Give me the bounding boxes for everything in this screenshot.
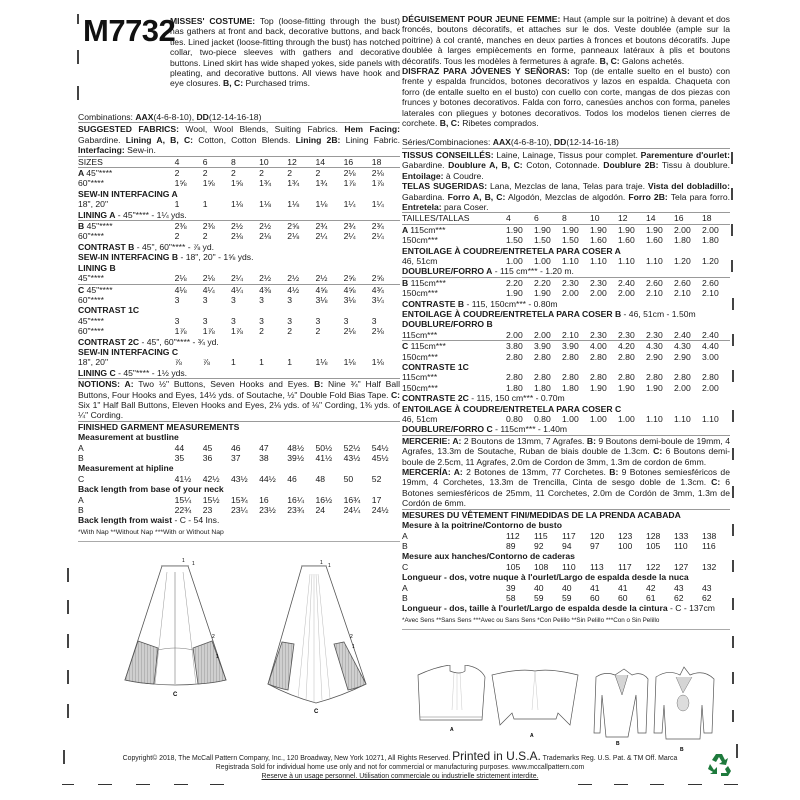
section-heading: LINING B: [78, 262, 116, 273]
margin-mark: [731, 260, 733, 272]
table-row: 115cm*** 2.80 2.80 2.80 2.80 2.80 2.80 2.80 2.80: [402, 372, 719, 383]
table-row: 150cm*** 1.50 1.50 1.50 1.60 1.60 1.60 1.80 1.80: [402, 235, 719, 246]
mercerie: MERCERIE: A: 2 Boutons de 13mm, 7 Agrafes. B: 9 Boutons demi-boule de 19mm, 4 Agrafes, 13.3m de Soutache, Ruban de biais double de 1.3cm. C: 6 Boutons demi-boule de 2.5cm, 11 Agrafes, 2.0m de Cordon de 3mm, 1.3m de cordon de 6mm.: [402, 435, 730, 467]
margin-mark: [732, 524, 734, 536]
top-jacket-illustrations: [410, 665, 730, 755]
section-heading: ENTOILAGE À COUDRE/ENTRETELA PARA COSER A: [402, 245, 621, 256]
svg-text:C: C: [173, 692, 178, 698]
svg-text:1: 1: [328, 563, 331, 569]
svg-text:A: A: [450, 727, 454, 733]
cut-line: [62, 784, 74, 785]
margin-mark: [67, 568, 69, 582]
table-row: 60"**** 3 3 3 3 3 3⅛ 3⅛ 3¼: [78, 294, 384, 305]
table-row: 115cm*** 2.00 2.00 2.10 2.30 2.30 2.30 2.40 2.40: [402, 329, 719, 340]
svg-text:2: 2: [350, 634, 353, 640]
svg-text:1: 1: [352, 644, 355, 650]
summary-line: CONTRASTE 2C - 115, 150 cm*** - 0.70m: [402, 393, 565, 404]
personal-use-line: Reserve à un usage personnel. Utilisation commerciale ou industrielle strictement interdite.: [261, 773, 539, 780]
summary-line: DOUBLURE/FORRO A - 115 cm*** - 1.20 m.: [402, 266, 574, 277]
table-row: 150cm*** 1.80 1.80 1.80 1.90 1.90 1.90 2.00 2.00: [402, 382, 719, 393]
garment-drawing-icon: [410, 665, 730, 757]
table-row: 60"**** 2 2 2⅛ 2⅛ 2⅛ 2¼ 2¼ 2¼: [78, 231, 384, 242]
table-row: 60"**** 1⅝ 1⅝ 1⅝ 1¾ 1¾ 1¾ 1⅞ 1⅞: [78, 178, 384, 189]
table-row: B 45"**** 2⅜ 2⅜ 2½ 2½ 2⅝ 2¾ 2¾ 2¾: [78, 221, 400, 232]
margin-mark: [732, 370, 734, 382]
margin-mark: [731, 224, 733, 236]
table-row: C 105 108 110 113 117 122 127 132: [402, 561, 717, 572]
cut-line: [210, 784, 224, 785]
margin-mark: [731, 188, 733, 200]
svg-text:A: A: [530, 733, 534, 739]
margin-mark: [732, 560, 734, 572]
svg-text:2: 2: [212, 634, 215, 640]
section-heading: CONTRASTE 1C: [402, 362, 469, 372]
table-row: 46, 51cm 1.00 1.00 1.10 1.10 1.10 1.10 1.20 1.20: [402, 255, 719, 266]
table-row: A 112 115 117 120 123 128 133 138: [402, 530, 717, 541]
summary-line: Back length from waist - C - 54 Ins.: [78, 515, 220, 526]
cut-line: [136, 784, 150, 785]
section-heading: CONTRAST 1C: [78, 305, 140, 316]
table-row: A 44 45 46 47 48½ 50½ 52½ 54½: [78, 442, 389, 453]
suggested-fabrics: SUGGESTED FABRICS: Wool, Wool Blends, Suiting Fabrics. Hem Facing: Gabardine. Lining A, B, C: Cotton, Cotton Blends. Lining 2B: Lining Fabric. Interfacing: Sew-in.: [78, 124, 400, 156]
size-header-row: SIZES 4 6 8 10 12 14 16 18: [78, 156, 400, 167]
margin-mark: [77, 50, 79, 64]
table-row: 18", 20" ⅞ ⅞ 1 1 1 1⅛ 1⅛ 1⅛: [78, 357, 384, 368]
cut-line: [650, 784, 664, 785]
cut-line: [724, 784, 738, 785]
cut-line: [98, 784, 112, 785]
section-heading: Mesure à la poitrine/Contorno de busto: [402, 520, 562, 531]
summary-line: CONTRAST 2C - 45", 60"**** - ¾ yd.: [78, 336, 219, 347]
summary-line: Longueur - dos, taille à l'ourlet/Largo de espalda desde la cintura - C - 137cm: [402, 603, 715, 614]
section-heading: Measurement at hipline: [78, 463, 174, 474]
summary-line: SEW-IN INTERFACING B - 18", 20" - 1⅝ yds.: [78, 252, 254, 263]
svg-text:B: B: [616, 741, 620, 747]
margin-mark: [67, 704, 69, 718]
svg-text:1: 1: [216, 654, 219, 660]
table-title: FINISHED GARMENT MEASUREMENTS: [78, 421, 400, 432]
copyright-footer: [80, 749, 720, 781]
margin-mark: [732, 298, 734, 310]
french-spanish-column: [402, 14, 730, 630]
table-row: C 115cm*** 3.80 3.90 3.90 4.00 4.20 4.30 4.30 4.40: [402, 341, 730, 352]
section-heading: Back length from base of your neck: [78, 484, 224, 495]
summary-line: ENTOILAGE À COUDRE/ENTRETELA PARA COSER B - 46, 51cm - 1.50m: [402, 308, 696, 319]
yardage-table-fr-es: [402, 212, 730, 435]
margin-mark: [736, 744, 738, 758]
description-fr: DÉGUISEMENT POUR JEUNE FEMME: Haut (ample sur la poitrine) à devant et dos froncés, boutons décoratifs, et attaches sur le dos. Veste doublée (ample sur la poitrine) à col cranté, manches en deux parties à fronces et boutons décoratifs. Jupe doublée à larges empiècements en forme, panneaux latéraux à plis et boutons décoratifs. Tous les modèles à fermetures à agrafe. B, C: Galons achetés.: [402, 14, 730, 66]
table-row: C 41½ 42½ 43½ 44½ 46 48 50 52: [78, 473, 382, 484]
cut-line: [614, 784, 628, 785]
merceria: MERCERÍA: A: 2 Botones de 13mm, 77 Corchetes. B: 9 Botones semiesféricos de 19mm, 4 Corchetes, 13.3m de Trencilla, Cinta de sesgo doble de 1.3cm. C: 6 Botones semiesféricos de 25mm, 11 Corchetes, 2.0m de Cordón de 3mm, 1.3m de Cordón de 6mm.: [402, 467, 730, 509]
margin-mark: [77, 86, 79, 100]
margin-mark: [732, 636, 734, 648]
summary-line: LINING C - 45"**** - 1½ yds.: [78, 367, 188, 378]
table-row: 45"**** 3 3 3 3 3 3 3 3: [78, 315, 377, 326]
cut-line: [688, 784, 702, 785]
section-heading: ENTOILAGE À COUDRE/ENTRETELA PARA COSER C: [402, 403, 622, 414]
margin-mark: [732, 410, 734, 422]
margin-mark: [77, 14, 79, 24]
table-row: 60"**** 1⅞ 1⅞ 1⅞ 2 2 2 2⅛ 2⅛: [78, 326, 384, 337]
notions-en: NOTIONS: A: Two ½" Buttons, Seven Hooks and Eyes. B: Nine ¾" Half Ball Buttons, Four Hooks and Eyes, 14½ yds. of Soutache, ½" Double Fold Bias Tape. C: Six 1" Half Ball Buttons, Eleven Hooks and Eyes, 2⅛ yds. of ⅛" Cording, 1⅜ yds. of ¼" Cording.: [78, 379, 401, 421]
recycle-icon: [706, 752, 732, 778]
tissus-conseilles: TISSUS CONSEILLÉS: Laine, Lainage, Tissus pour complet. Parementure d'ourlet: Gabardine. Doublure A, B, C: Coton, Cotonnade. Doublure 2B: Tissu à doublure. Entoilage: à Coudre.: [402, 149, 730, 181]
table-row: B 58 59 59 60 60 61 62 62: [402, 592, 712, 603]
svg-text:1: 1: [320, 560, 323, 566]
table-row: 46, 51cm 0.80 0.80 1.00 1.00 1.00 1.10 1.10 1.10: [402, 414, 719, 425]
nap-note-fr-es: *Avec Sens **Sans Sens ***Avec ou Sans Sens *Con Pelillo **Sin Pelillo ***Con o Sin Pelillo: [402, 616, 730, 630]
svg-text:1: 1: [182, 558, 185, 564]
table-title: MESURES DU VÊTEMENT FINI/MEDIDAS DE LA PRENDA ACABADA: [402, 509, 730, 520]
margin-mark: [732, 486, 734, 498]
combinations-fr-es: Séries/Combinaciones: AAX(4-6-8-10), DD(12-14-16-18): [402, 137, 619, 148]
pattern-number: M7732: [83, 13, 176, 48]
copyright-line: Copyright© 2018, The McCall Pattern Company, Inc., 120 Broadway, New York 10271, All Rights Reserved. Printed in U.S.A. Trademarks Reg. U.S. Pat. & TM Off. Marca: [122, 749, 678, 763]
margin-mark: [67, 600, 69, 614]
margin-mark: [732, 598, 734, 610]
table-row: 18", 20" 1 1 1⅛ 1⅛ 1⅛ 1⅛ 1¼ 1¼: [78, 199, 384, 210]
description-en: MISSES' COSTUME: Top (loose-fitting through the bust) has gathers at front and back, decorative buttons, and back ties. Lined jacket (loose-fitting through the bust) has notched collar, two-piece sleeves with gathers and decorative buttons. Lined skirt has wide shaped yokes, side panels with pleating, and decorative buttons. All views have hook and eye closures. B, C: Purchased trims.: [170, 16, 400, 89]
combinations: Combinations: AAX(4-6-8-10), DD(12-14-16-18): [78, 112, 262, 122]
cut-line: [578, 784, 592, 785]
table-row: B 35 36 37 38 39½ 41½ 43½ 45½: [78, 453, 389, 463]
section-heading: SEW-IN INTERFACING C: [78, 346, 179, 357]
margin-mark: [731, 152, 733, 164]
summary-line: LINING A - 45"**** - 1¼ yds.: [78, 209, 187, 220]
svg-text:1: 1: [192, 561, 195, 567]
table-row: 45"**** 2⅛ 2⅛ 2¼ 2½ 2½ 2½ 2⅝ 2⅝: [78, 273, 384, 284]
table-row: 150cm*** 2.80 2.80 2.80 2.80 2.80 2.90 2.90 3.00: [402, 351, 719, 362]
skirt-illustrations: [120, 558, 400, 740]
description-es: DISFRAZ PARA JÓVENES Y SEÑORAS: Top (de entalle suelto en el busto) con frente y espalda fruncidos, botones decorativos y lazos en espalda. Chaqueta con forro (de entalle suelto en el busto) con cuello con corte, mangas de dos piezas con frunces y botones decorativos. Falda con forro, canesúes anchos con forma, paneles laterales con pliegues y botones decorativos. Todos los modelos tienen cierres de corchete. B, C: Ribetes comprados.: [402, 66, 731, 129]
summary-line: CONTRAST B - 45", 60"**** - ⅞ yd.: [78, 241, 215, 252]
summary-line: CONTRASTE B - 115, 150cm*** - 0.80m: [402, 298, 558, 309]
section-heading: DOUBLURE/FORRO B: [402, 319, 493, 330]
svg-text:C: C: [314, 709, 319, 715]
table-row: 150cm*** 1.90 1.90 2.00 2.00 2.00 2.10 2.10 2.10: [402, 288, 719, 299]
summary-line: DOUBLURE/FORRO C - 115cm*** - 1.40m: [402, 424, 568, 435]
margin-mark: [67, 634, 69, 648]
table-row: C 45"**** 4⅛ 4¼ 4¼ 4⅜ 4½ 4⅝ 4⅝ 4¾: [78, 284, 400, 295]
table-row: A 115cm*** 1.90 1.90 1.90 1.90 1.90 1.90 2.00 2.00: [402, 224, 730, 235]
measurements-table-en: [78, 421, 400, 526]
margin-mark: [732, 334, 734, 346]
margin-mark: [732, 448, 734, 460]
table-row: A 15¼ 15½ 15¾ 16 16¼ 16½ 16¾ 17: [78, 494, 382, 505]
english-column: [78, 14, 400, 542]
margin-mark: [732, 672, 734, 684]
table-row: B 115cm*** 2.20 2.20 2.30 2.30 2.40 2.60 2.60 2.60: [402, 277, 730, 288]
margin-mark: [63, 750, 65, 764]
table-row: B 89 92 94 97 100 105 110 116: [402, 540, 716, 551]
home-use-line: Registrada Sold for individual home use only and not for commercial or manufacturing purposes. www.mccallpattern.com: [215, 764, 585, 771]
section-heading: Measurement at bustline: [78, 432, 179, 443]
telas-sugeridas: TELAS SUGERIDAS: Lana, Mezclas de lana, Telas para traje. Vista del dobladillo: Gabardina. Forro A, B, C: Algodón, Mezclas de algodón. Forro 2B: Tela para forro. Entretela: para Coser.: [402, 181, 731, 212]
header: [78, 14, 400, 112]
table-row: A 39 40 40 41 41 42 43 43: [402, 582, 712, 593]
section-heading: Longueur - dos, votre nuque à l'ourlet/Largo de espalda desde la nuca: [402, 572, 689, 583]
section-heading: Mesure aux hanches/Contorno de caderas: [402, 551, 575, 562]
nap-note-en: *With Nap **Without Nap ***With or Without Nap: [78, 528, 400, 542]
table-row: A 45"**** 2 2 2 2 2 2 2⅛ 2⅛: [78, 168, 400, 179]
skirt-drawing-icon: [120, 558, 400, 740]
table-row: B 22¾ 23 23¼ 23½ 23¾ 24 24¼ 24½: [78, 505, 389, 516]
section-heading: SEW-IN INTERFACING A: [78, 188, 178, 199]
svg-text:B: B: [680, 747, 684, 753]
margin-mark: [732, 710, 734, 722]
measurements-table-fr-es: [402, 509, 730, 614]
size-header-row: TAILLES/TALLAS 4 6 8 10 12 14 16 18: [402, 213, 730, 224]
cut-line: [174, 784, 188, 785]
yardage-table-en: [78, 156, 400, 379]
margin-mark: [67, 670, 69, 684]
